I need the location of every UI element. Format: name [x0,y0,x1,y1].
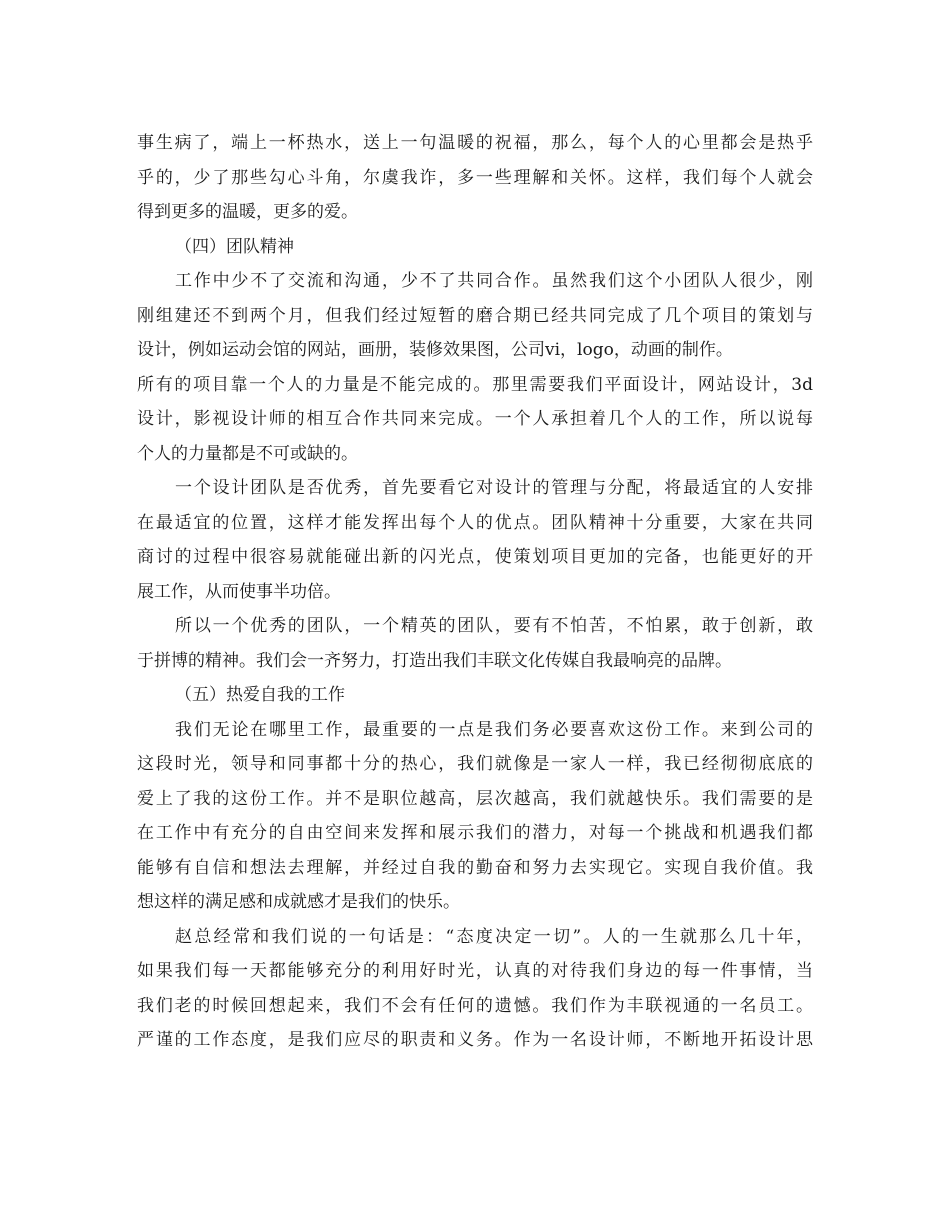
text-line: 在工作中有充分的自由空间来发挥和展示我们的潜力，对每一个挑战和机遇我们都 [137,823,813,843]
text-line: 乎的，少了那些勾心斗角，尔虞我诈，多一些理解和关怀。这样，我们每个人就会 [137,167,813,188]
text-line: 能够有自信和想法去理解，并经过自我的勤奋和努力去实现它。实现自我价值。我 [137,857,813,878]
text-line: 在最适宜的位置，这样才能发挥出每个人的优点。团队精神十分重要，大家在共同 [137,512,813,533]
text-line: 设计，影视设计师的相互合作共同来完成。一个人承担着几个人的工作，所以说每 [137,409,813,429]
text-line: 想这样的满足感和成就感才是我们的快乐。 [137,892,460,912]
text-line: 爱上了我的这份工作。并不是职位越高，层次越高，我们就越快乐。我们需要的是 [137,788,813,809]
document-body [137,126,813,1058]
text-line: 于拼博的精神。我们会一齐努力，打造出我们丰联文化传媒自我最响亮的品牌。 [137,650,732,671]
section-heading-love-work: （五）热爱自我的工作 [175,685,345,705]
text-line: 设计，例如运动会馆的网站，画册，装修效果图，公司vi，logo，动画的制作。 [137,340,733,360]
text-line: 如果我们每一天都能够充分的利用好时光，认真的对待我们身边的每一件事情，当 [137,961,813,981]
text-line: 刚组建还不到两个月，但我们经过短暂的磨合期已经共同完成了几个项目的策划与 [137,305,813,326]
text-line: 商讨的过程中很容易就能碰出新的闪光点，使策划项目更加的完备，也能更好的开 [137,547,813,567]
text-line: 展工作，从而使事半功倍。 [137,581,341,602]
text-line: 赵总经常和我们说的一句话是：“态度决定一切”。人的一生就那么几十年， [175,926,813,947]
text-line: 我们老的时候回想起来，我们不会有任何的遗憾。我们作为丰联视通的一名员工。 [137,995,813,1016]
text-line: 一个设计团队是否优秀，首先要看它对设计的管理与分配，将最适宜的人安排 [175,478,813,498]
text-line: 得到更多的温暖，更多的爱。 [137,202,358,222]
section-heading-team-spirit: （四）团队精神 [175,236,294,257]
text-line: 严谨的工作态度，是我们应尽的职责和义务。作为一名设计师，不断地开拓设计思 [137,1030,813,1050]
text-line: 所有的项目靠一个人的力量是不能完成的。那里需要我们平面设计，网站设计，3d [137,374,813,395]
text-line: 个人的力量都是不可或缺的。 [137,443,358,464]
text-line: 这段时光，领导和同事都十分的热心，我们就像是一家人一样，我已经彻彻底底的 [137,754,813,774]
text-line: 工作中少不了交流和沟通，少不了共同合作。虽然我们这个小团队人很少，刚 [175,271,813,291]
text-line: 我们无论在哪里工作，最重要的一点是我们务必要喜欢这份工作。来到公司的 [175,719,813,740]
text-line: 所以一个优秀的团队，一个精英的团队，要有不怕苦，不怕累，敢于创新，敢 [175,616,813,636]
text-line: 事生病了，端上一杯热水，送上一句温暖的祝福，那么，每个人的心里都会是热乎 [137,133,813,153]
